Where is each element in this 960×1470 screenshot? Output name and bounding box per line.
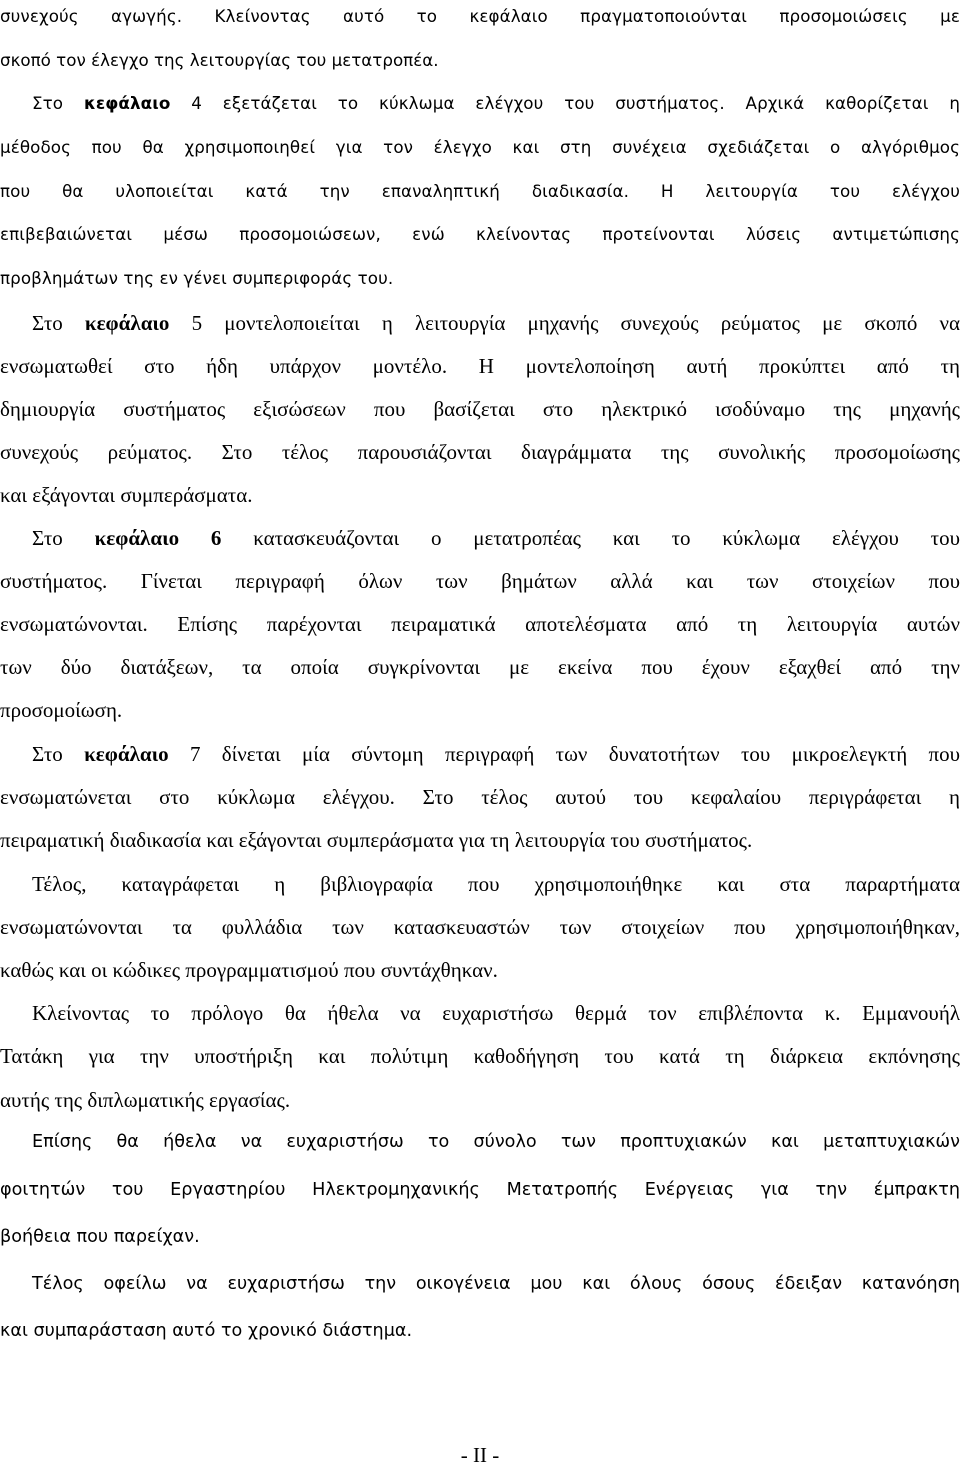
chapter-4-paragraph: [0, 95, 960, 112]
text-line: και εξάγονται συμπεράσματα.: [0, 483, 253, 507]
text-line: βοήθεια που παρείχαν.: [0, 1227, 200, 1247]
text-line: δημιουργία συστήματος εξισώσεων που βασίζεται στο ηλεκτρικό ισοδύναμο της μηχανής: [0, 397, 960, 421]
text-span: Στο: [32, 742, 85, 766]
text-line: των δύο διατάξεων, τα οποία συγκρίνονται με εκείνα που έχουν εξαχθεί από την: [0, 655, 960, 679]
text-span: Στο: [32, 526, 95, 550]
text-line: φοιτητών του Εργαστηρίου Ηλεκτρομηχανικής Μετατροπής Ενέργειας για την έμπρακτη: [0, 1180, 960, 1200]
text-line: ενσωματώνεται στο κύκλωμα ελέγχου. Στο τέλος αυτού του κεφαλαίου περιγράφεται η: [0, 785, 960, 809]
text-span: κατασκευάζονται ο μετατροπέας και το κύκλωμα ελέγχου του: [221, 526, 960, 550]
text-span: 7 δίνεται μία σύντομη περιγραφή των δυνατοτήτων του μικροελεγκτή που: [168, 742, 960, 766]
chapter-reference: κεφάλαιο: [83, 93, 171, 113]
text-line: και συμπαράσταση αυτό το χρονικό διάστημα.: [0, 1321, 413, 1341]
text-line: Τατάκη για την υποστήριξη και πολύτιμη καθοδήγηση του κατά τη διάρκεια εκπόνησης: [0, 1044, 960, 1068]
text-line: αυτής της διπλωματικής εργασίας.: [0, 1088, 291, 1112]
chapter-reference: κεφάλαιο: [84, 742, 169, 766]
text-line: προβλημάτων της εν γένει συμπεριφοράς του.: [0, 268, 394, 288]
acknowledgement-line: Επίσης θα ήθελα να ευχαριστήσω το σύνολο των προπτυχιακών και μεταπτυχιακών: [32, 1132, 960, 1152]
text-span: Στο: [32, 93, 84, 113]
text-line: καθώς και οι κώδικες προγραμματισμού που συντάχθηκαν.: [0, 958, 498, 982]
text-line: ενσωματωθεί στο ήδη υπάρχον μοντέλο. Η μοντελοποίηση αυτή προκύπτει από τη: [0, 354, 960, 378]
text-line: μέθοδος που θα χρησιμοποιηθεί για τον έλεγχο και στη συνέχεια σχεδιάζεται ο αλγόριθμος: [0, 137, 960, 157]
text-line: πειραματική διαδικασία και εξάγονται συμπεράσματα για τη λειτουργία του συστήματος.: [0, 828, 753, 852]
chapter-7-paragraph: [0, 744, 960, 765]
chapter-5-paragraph: [0, 313, 960, 334]
text-span: Στο: [32, 311, 85, 335]
page-number: - II -: [460, 1443, 500, 1467]
chapter-reference: κεφάλαιο: [84, 311, 170, 335]
acknowledgement-line: Κλείνοντας το πρόλογο θα ήθελα να ευχαριστήσω θερμά τον επιβλέποντα κ. Εμμανουήλ: [32, 1001, 960, 1025]
text-line: Τέλος, καταγράφεται η βιβλιογραφία που χρησιμοποιήθηκε και στα παραρτήματα: [32, 872, 960, 896]
text-line: συνεχούς ρεύματος. Στο τέλος παρουσιάζονται διαγράμματα της συνολικής προσομοίωσης: [0, 440, 960, 464]
text-span: 5 μοντελοποιείται η λειτουργία μηχανής συνεχούς ρεύματος με σκοπό να: [169, 311, 960, 335]
text-line: προσομοίωση.: [0, 698, 123, 722]
text-line: ενσωματώνονται. Επίσης παρέχονται πειραματικά αποτελέσματα από τη λειτουργία αυτών: [0, 612, 960, 636]
chapter-6-paragraph: [0, 528, 960, 549]
text-line: που θα υλοποιείται κατά την επαναληπτική διαδικασία. Η λειτουργία του ελέγχου: [0, 181, 960, 201]
text-span: 4 εξετάζεται το κύκλωμα ελέγχου του συστήματος. Αρχικά καθορίζεται η: [170, 93, 960, 113]
chapter-reference: κεφάλαιο 6: [94, 526, 222, 550]
text-line: σκοπό τον έλεγχο της λειτουργίας του μετατροπέα.: [0, 50, 439, 70]
text-line: ενσωματώνονται τα φυλλάδια των κατασκευαστών των στοιχείων που χρησιμοποιήθηκαν,: [0, 915, 960, 939]
text-line: συνεχούς αγωγής. Κλείνοντας αυτό το κεφάλαιο πραγματοποιούνται προσομοιώσεις με: [0, 6, 960, 26]
acknowledgement-line: Τέλος οφείλω να ευχαριστήσω την οικογένεια μου και όλους όσους έδειξαν κατανόηση: [32, 1274, 960, 1294]
text-line: επιβεβαιώνεται μέσω προσομοιώσεων, ενώ κλείνοντας προτείνονται λύσεις αντιμετώπισης: [0, 224, 960, 244]
text-line: συστήματος. Γίνεται περιγραφή όλων των βημάτων αλλά και των στοιχείων που: [0, 569, 960, 593]
